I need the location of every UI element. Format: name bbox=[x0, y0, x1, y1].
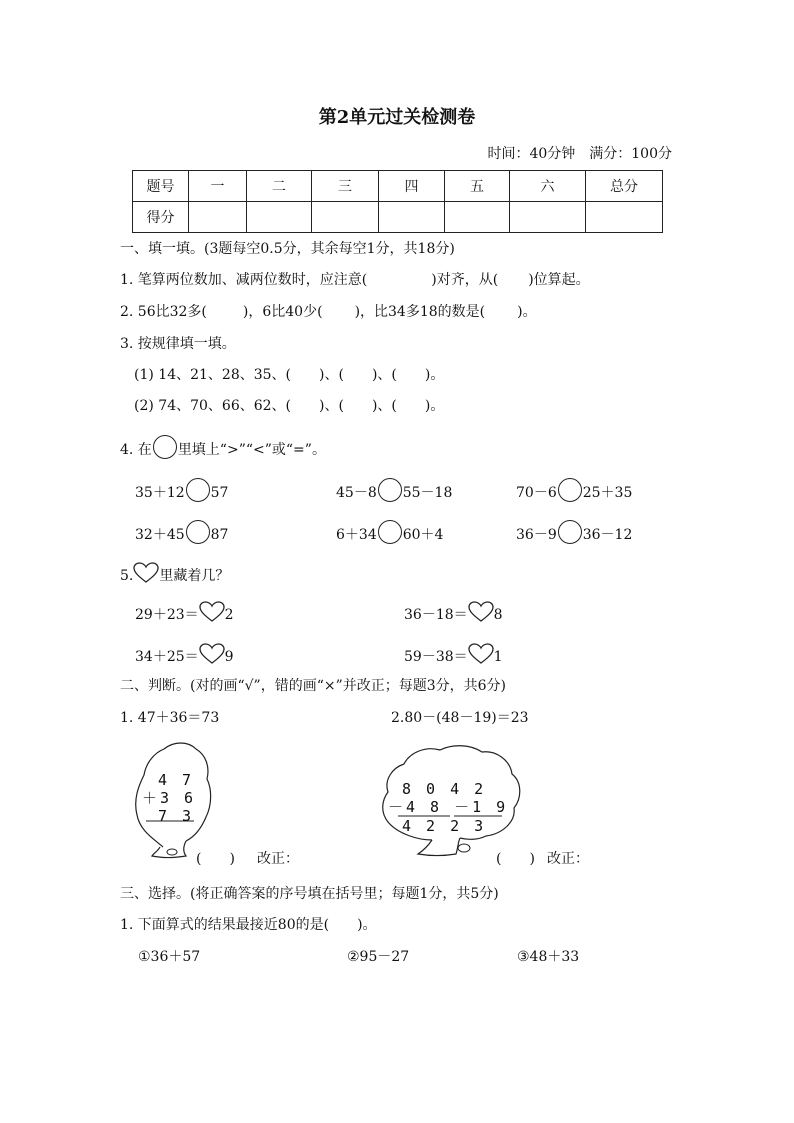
compare-left: 36－9 bbox=[516, 527, 557, 543]
section-2-heading: 二、判断。(对的画“√”，错的画“×”并改正；每题3分，共6分) bbox=[120, 678, 507, 694]
score-header-cell: 六 bbox=[510, 171, 586, 202]
heart-right: 2 bbox=[224, 607, 234, 623]
fix-label-1: 改正： bbox=[257, 851, 299, 867]
q2-text-d: )。 bbox=[517, 304, 537, 320]
score-cell[interactable] bbox=[247, 202, 312, 233]
s1-question-5 bbox=[120, 565, 229, 587]
heart-item bbox=[404, 646, 503, 668]
compare-item bbox=[135, 523, 228, 547]
heart-right: 1 bbox=[493, 649, 503, 665]
compare-circle[interactable] bbox=[186, 520, 210, 544]
compare-left: 35＋12 bbox=[135, 485, 185, 501]
section-1-heading: 一、填一填。(3题每空0.5分，其余每空1分，共18分) bbox=[120, 241, 455, 257]
score-header-cell: 三 bbox=[312, 171, 379, 202]
page-title: 第2单元过关检测卷 bbox=[318, 107, 476, 128]
score-cell[interactable] bbox=[379, 202, 445, 233]
option-2[interactable]: ②95－27 bbox=[347, 949, 410, 965]
compare-left: 70－6 bbox=[516, 485, 557, 501]
s2-question-2: 2.80－(48－19)＝23 bbox=[391, 710, 529, 726]
compare-circle[interactable] bbox=[558, 520, 582, 544]
score-cell[interactable] bbox=[586, 202, 663, 233]
tree-illustration-1 bbox=[128, 735, 218, 865]
tree2-row-1: 8 0 4 2 bbox=[402, 780, 487, 798]
heart-item bbox=[135, 646, 234, 668]
heart-icon[interactable] bbox=[199, 601, 225, 623]
compare-right: 25＋35 bbox=[582, 485, 633, 501]
option-1[interactable]: ①36＋57 bbox=[138, 949, 201, 965]
q5-text-b: 里藏着几？ bbox=[159, 568, 230, 584]
compare-item bbox=[516, 481, 632, 505]
s2-question-1: 1. 47＋36＝73 bbox=[120, 710, 220, 726]
score-cell[interactable] bbox=[312, 202, 379, 233]
compare-left: 6＋34 bbox=[336, 527, 377, 543]
option-3[interactable]: ③48＋33 bbox=[517, 949, 580, 965]
score-table-score-row bbox=[133, 202, 663, 233]
s1-question-3-1 bbox=[134, 368, 444, 382]
compare-item bbox=[336, 523, 443, 547]
compare-right: 55－18 bbox=[402, 485, 453, 501]
compare-item bbox=[516, 523, 632, 547]
score-table-header-row bbox=[133, 171, 663, 202]
compare-left: 45－8 bbox=[336, 485, 377, 501]
heart-left: 34＋25＝ bbox=[135, 649, 199, 665]
compare-circle[interactable] bbox=[378, 478, 402, 502]
compare-right: 60＋4 bbox=[402, 527, 444, 543]
s1-question-1 bbox=[120, 273, 590, 287]
q2-text-a: 2. 56比32多( bbox=[120, 304, 207, 320]
q3b-text-c: )、( bbox=[371, 398, 397, 414]
s1-question-3-2 bbox=[134, 399, 444, 413]
q3b-text-d: )。 bbox=[424, 398, 445, 414]
heart-right: 8 bbox=[493, 607, 503, 623]
q4-text-b: 里填上“>”“<”或“=”。 bbox=[177, 442, 326, 458]
heart-icon[interactable] bbox=[199, 643, 225, 665]
score-table bbox=[132, 170, 663, 233]
q5-text-a: 5. bbox=[120, 568, 134, 584]
heart-icon bbox=[133, 562, 159, 584]
heart-left: 29＋23＝ bbox=[135, 607, 199, 623]
q3b-text-b: )、( bbox=[319, 398, 344, 414]
q1-text-c: )位算起。 bbox=[528, 272, 590, 288]
fix-label-2: 改正： bbox=[547, 851, 589, 867]
compare-right: 57 bbox=[210, 485, 229, 501]
s1-question-4 bbox=[120, 438, 326, 462]
score-cell[interactable] bbox=[510, 202, 586, 233]
judge-paren-1[interactable]: ( ) bbox=[196, 851, 235, 867]
compare-left: 32＋45 bbox=[135, 527, 185, 543]
score-header-cell: 总分 bbox=[586, 171, 663, 202]
heart-left: 36－18＝ bbox=[404, 607, 468, 623]
exam-meta: 时间：40分钟 满分：100分 bbox=[487, 146, 672, 162]
s1-question-3: 3. 按规律填一填。 bbox=[120, 336, 236, 352]
compare-circle[interactable] bbox=[558, 478, 582, 502]
score-cell[interactable] bbox=[445, 202, 510, 233]
heart-icon[interactable] bbox=[468, 601, 494, 623]
heart-icon[interactable] bbox=[468, 643, 494, 665]
tree1-row-2: ＋3 6 bbox=[142, 789, 197, 807]
q3a-text-a: (1) 14、21、28、35、( bbox=[134, 367, 292, 383]
q3a-text-d: )。 bbox=[424, 367, 445, 383]
q3a-text-b: )、( bbox=[319, 367, 344, 383]
heart-item bbox=[404, 604, 503, 626]
q1-text-b: )对齐，从( bbox=[431, 272, 499, 288]
heart-item bbox=[135, 604, 234, 626]
tree2-row-2: －4 8 －1 9 bbox=[388, 798, 509, 816]
compare-item bbox=[135, 481, 228, 505]
s3-question-1: 1. 下面算式的结果最接近80的是( )。 bbox=[120, 917, 377, 933]
tree2-row-3: 4 2 2 3 bbox=[402, 817, 487, 835]
section-3-heading: 三、选择。(将正确答案的序号填在括号里；每题1分，共5分) bbox=[120, 886, 499, 902]
tree-illustration-2 bbox=[378, 742, 524, 866]
s1-question-2 bbox=[120, 305, 537, 319]
q1-text-a: 1. 笔算两位数加、减两位数时，应注意( bbox=[120, 272, 368, 288]
heart-left: 59－38＝ bbox=[404, 649, 468, 665]
q3a-text-c: )、( bbox=[371, 367, 397, 383]
compare-right: 36－12 bbox=[582, 527, 633, 543]
compare-right: 87 bbox=[210, 527, 229, 543]
compare-circle[interactable] bbox=[186, 478, 210, 502]
score-cell[interactable] bbox=[189, 202, 247, 233]
judge-paren-2[interactable]: ( ) bbox=[496, 851, 535, 867]
tree1-row-1: 4 7 bbox=[158, 771, 195, 789]
heart-right: 9 bbox=[224, 649, 234, 665]
score-row-label: 得分 bbox=[133, 202, 189, 233]
compare-item bbox=[336, 481, 452, 505]
score-header-cell: 一 bbox=[189, 171, 247, 202]
score-header-cell: 四 bbox=[379, 171, 445, 202]
compare-circle[interactable] bbox=[378, 520, 402, 544]
score-header-cell: 五 bbox=[445, 171, 510, 202]
q3b-text-a: (2) 74、70、66、62、( bbox=[134, 398, 292, 414]
score-header-cell: 题号 bbox=[133, 171, 189, 202]
q2-text-c: )，比34多18的数是( bbox=[354, 304, 486, 320]
q4-text-a: 4. 在 bbox=[120, 442, 152, 458]
circle-icon bbox=[153, 435, 177, 459]
tree1-row-3: 7 3 bbox=[158, 807, 195, 825]
score-header-cell: 二 bbox=[247, 171, 312, 202]
q2-text-b: )，6比40少( bbox=[242, 304, 323, 320]
